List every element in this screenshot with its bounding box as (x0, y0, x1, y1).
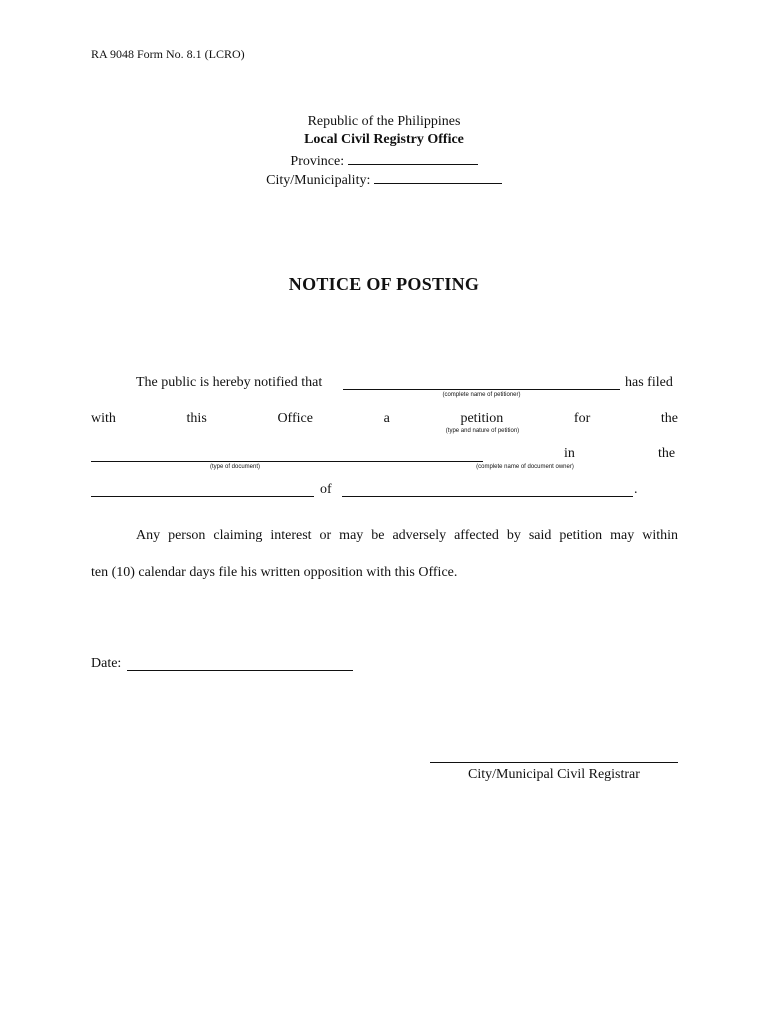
caption-owner: (complete name of document owner) (476, 464, 574, 470)
province-line (0, 150, 768, 170)
city-line (0, 169, 768, 189)
p1-word: with (91, 411, 116, 426)
caption-petitioner: (complete name of petitioner) (442, 392, 521, 398)
p1-line1-start: The public is hereby notified that (136, 375, 323, 390)
petitioner-name-blank[interactable] (343, 389, 620, 390)
p1-word: this (186, 411, 207, 426)
p1-line2 (91, 411, 678, 427)
province-label: Province: (290, 154, 345, 169)
city-blank[interactable] (374, 169, 502, 184)
signature-label: City/Municipal Civil Registrar (468, 767, 640, 782)
p2-line2: ten (10) calendar days file his written opposition with this Office. (91, 565, 458, 580)
p1-word: petition (460, 411, 504, 426)
office-name: Local Civil Registry Office (304, 132, 464, 147)
p2-line1-text: Any person claiming interest or may be adversely affected by said petition may within (136, 528, 678, 543)
document-type-blank[interactable] (91, 461, 483, 462)
of-blank[interactable] (342, 496, 633, 497)
date-blank[interactable] (127, 670, 353, 671)
p1-word: the (660, 411, 678, 426)
caption-petition: (type and nature of petition) (445, 428, 520, 434)
p1-word: Office (277, 411, 313, 426)
caption-document: (type of document) (209, 464, 261, 470)
p1-word: for (573, 411, 591, 426)
p1-line3-the: the (658, 446, 676, 461)
province-blank[interactable] (348, 150, 478, 165)
p1-line4-end: . (634, 482, 638, 497)
p1-line1-end: has filed (625, 375, 673, 390)
p1-word: a (383, 411, 390, 426)
p2-line1 (136, 528, 678, 544)
page-title: NOTICE OF POSTING (288, 274, 480, 294)
republic-line: Republic of the Philippines (307, 114, 461, 129)
document-owner-blank[interactable] (91, 496, 314, 497)
p1-line3-in: in (564, 446, 575, 461)
form-number: RA 9048 Form No. 8.1 (LCRO) (91, 47, 245, 61)
date-label: Date: (91, 656, 122, 671)
city-label: City/Municipality: (266, 173, 371, 188)
signature-line[interactable] (430, 762, 678, 763)
p1-line4-of: of (320, 482, 332, 497)
